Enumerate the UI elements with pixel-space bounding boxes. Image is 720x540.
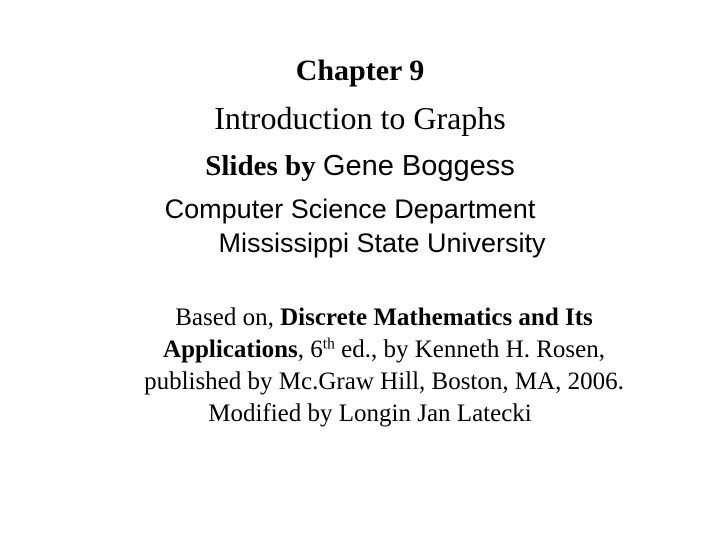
- university-text: Mississippi State University: [218, 228, 546, 258]
- chapter-text: Chapter 9: [295, 54, 425, 87]
- based-on-text: Based on,: [175, 304, 281, 331]
- title-text: Introduction to Graphs: [214, 100, 506, 136]
- publisher-text: published by Mc.Graw Hill, Boston, MA, 2006.: [144, 368, 624, 395]
- modified-by-line: [10, 400, 720, 428]
- university-line: [22, 228, 720, 259]
- author-name: Gene Boggess: [322, 150, 515, 182]
- slides-by-line: [0, 150, 720, 183]
- department-line: [0, 194, 710, 225]
- slides-by-label: Slides by: [205, 150, 316, 182]
- edition-line: [24, 336, 720, 364]
- department-text: Computer Science Department: [164, 194, 536, 224]
- edition-number: , 6: [297, 336, 323, 363]
- edition-suffix: th: [322, 335, 335, 353]
- book-title-part1: Discrete Mathematics and Its: [280, 304, 593, 331]
- modified-by-text: Modified by Longin Jan Latecki: [208, 400, 532, 427]
- chapter-heading: [0, 54, 720, 88]
- book-title-part2: Applications: [163, 336, 298, 363]
- slide-title: [0, 100, 720, 137]
- edition-rest: ed., by Kenneth H. Rosen,: [334, 336, 605, 363]
- based-on-line: [24, 304, 720, 332]
- publisher-line: [24, 368, 720, 396]
